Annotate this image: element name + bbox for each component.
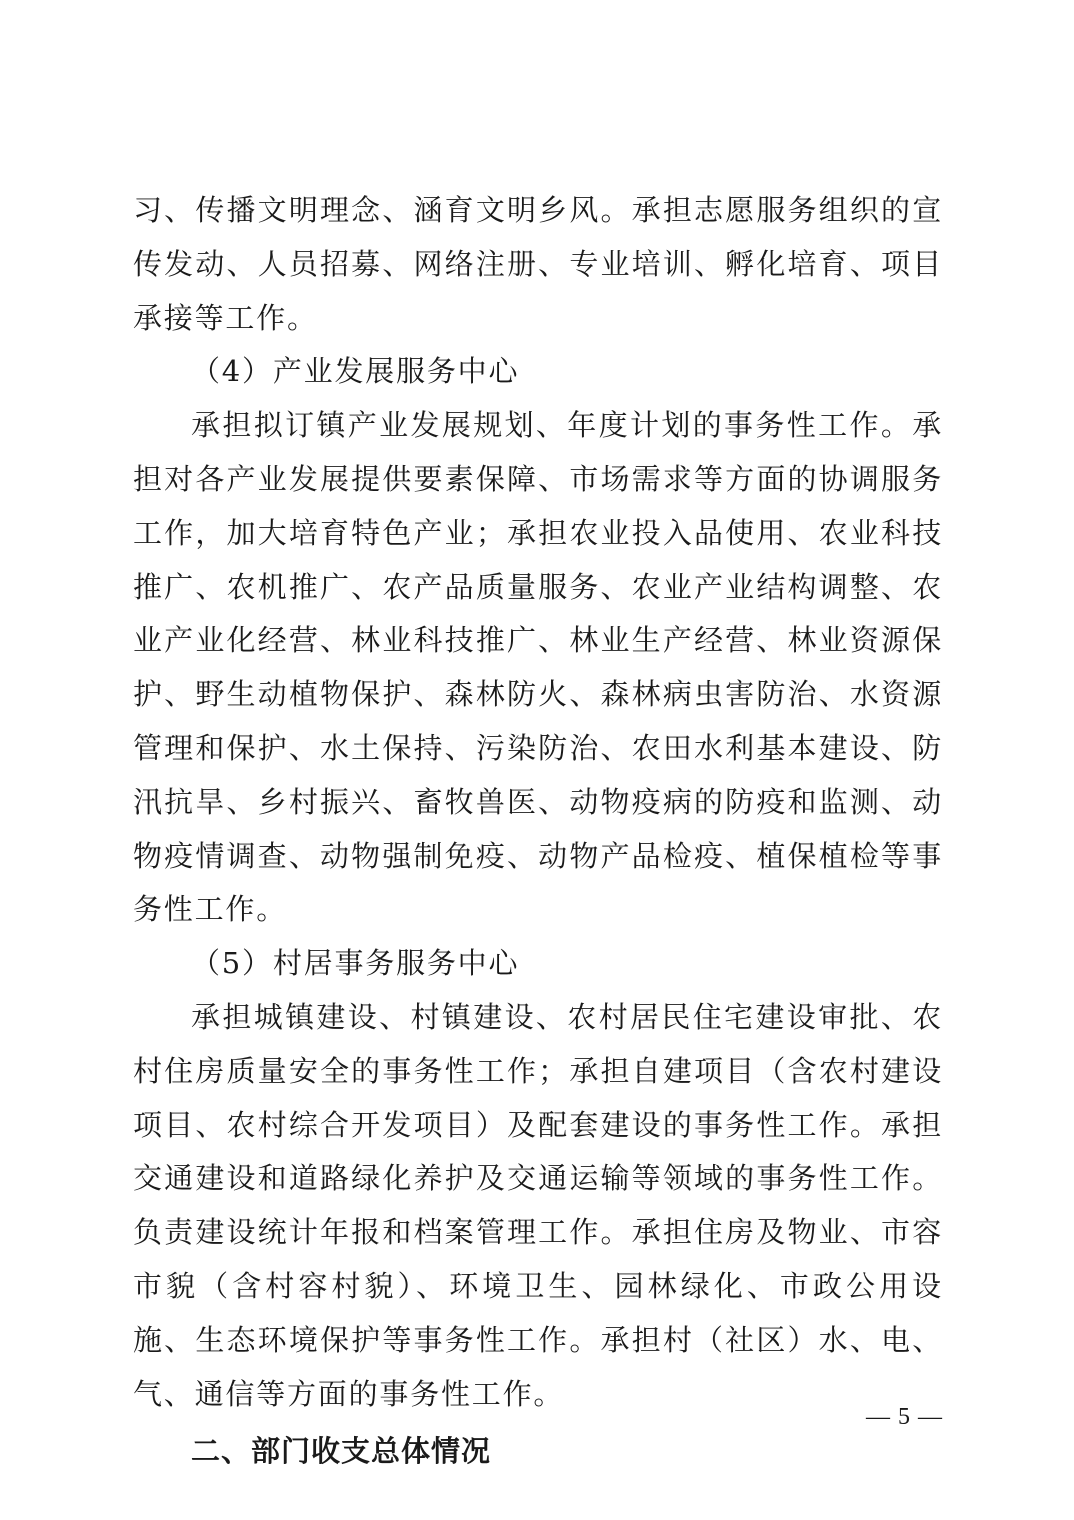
paragraph-industry-center: 承担拟订镇产业发展规划、年度计划的事务性工作。承担对各产业发展提供要素保障、市场需求等方面的协调服务工作，加大培育特色产业；承担农业投入品使用、农业科技推广、农机推广、农产品质量服务、农业产业结构调整、农业产业化经营、林业科技推广、林业生产经营、林业资源保护、野生动植物保护、森林防火、森林病虫害防治、水资源管理和保护、水土保持、污染防治、农田水利基本建设、防汛抗旱、乡村振兴、畜牧兽医、动物疫病的防疫和监测、动物疫情调查、动物强制免疫、动物产品检疫、植保植检等事务性工作。 [133,408,943,927]
section-title-village-center: （5）村居事务服务中心 [191,946,520,981]
paragraph-village-center: 承担城镇建设、村镇建设、农村居民住宅建设审批、农村住房质量安全的事务性工作；承担自建项目（含农村建设项目、农村综合开发项目）及配套建设的事务性工作。承担交通建设和道路绿化养护及交通运输等领域的事务性工作。负责建设统计年报和档案管理工作。承担住房及物业、市容市貌（含村容村貌）、环境卫生、园林绿化、市政公用设施、生态环境保护等事务性工作。承担村（社区）水、电、气、通信等方面的事务性工作。 [133,999,943,1411]
section-title-industry-center: （4）产业发展服务中心 [191,354,520,389]
paragraph-volunteer-service: 习、传播文明理念、涵育文明乡风。承担志愿服务组织的宣传发动、人员招募、网络注册、专业培训、孵化培育、项目承接等工作。 [133,193,943,335]
document-body [133,184,943,1479]
heading-budget-overview: 二、部门收支总体情况 [191,1434,492,1469]
page-number: — 5 — [866,1404,943,1430]
